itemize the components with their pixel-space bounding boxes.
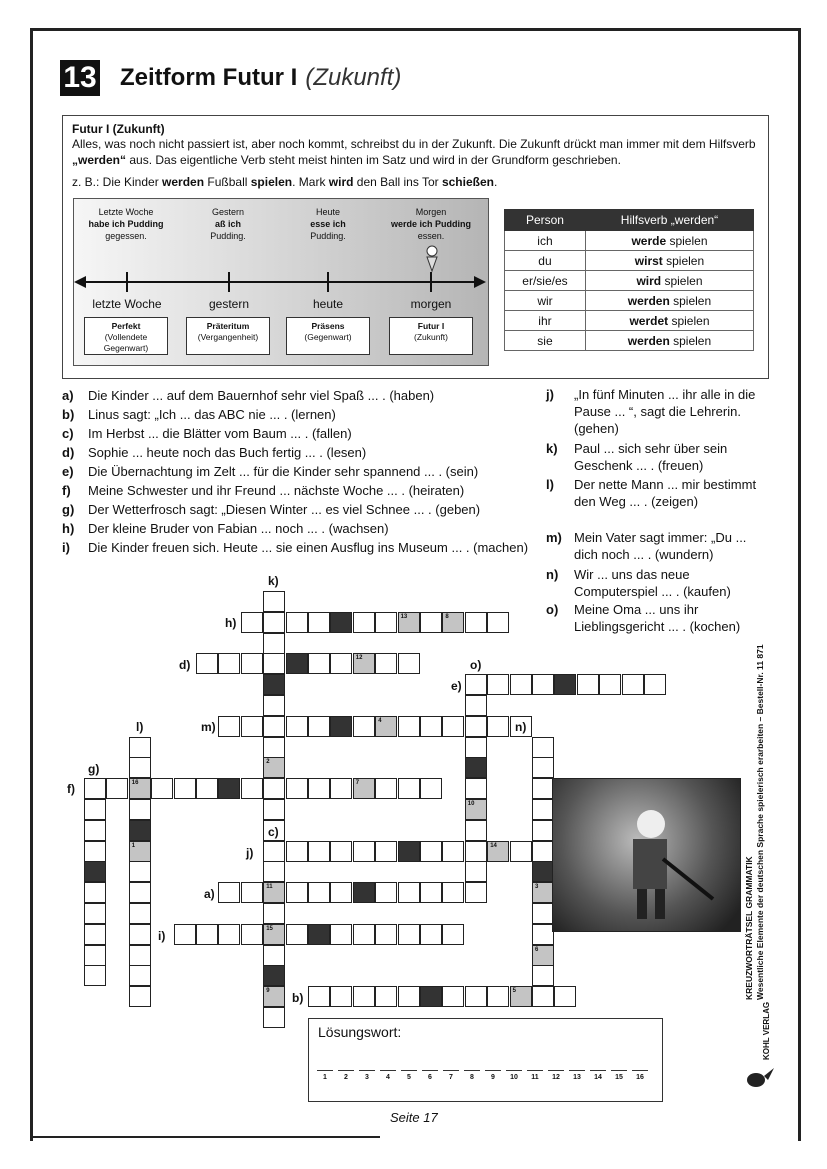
clue-label: k) [268, 574, 279, 588]
timeline-note-4: Morgen werde ich Pudding essen. [390, 207, 471, 241]
question-o: o) Meine Oma ... uns ihr Lieblingsgericht ... . (kochen) [546, 602, 741, 634]
crossword-cell[interactable] [286, 612, 308, 633]
crossword-cell[interactable] [308, 778, 330, 799]
page-number: Seite 17 [390, 1110, 438, 1125]
verb-table [504, 209, 754, 351]
crossword-cell[interactable] [487, 716, 509, 737]
crossword-cell[interactable] [487, 674, 509, 695]
crossword-cell[interactable] [599, 674, 621, 695]
crossword-cell[interactable] [196, 924, 218, 945]
crossword-cell[interactable] [263, 612, 285, 633]
crossword-cell[interactable] [84, 945, 106, 966]
crossword-cell-blocked [286, 653, 308, 674]
timeline-label: heute [312, 297, 344, 311]
crossword-cell[interactable] [84, 903, 106, 924]
crossword-cell[interactable] [263, 1007, 285, 1028]
crossword-cell[interactable] [532, 986, 554, 1007]
crossword-cell[interactable]: 12 [353, 653, 375, 674]
crossword-cell[interactable] [286, 716, 308, 737]
crossword-cell[interactable] [218, 882, 240, 903]
solution-slot[interactable]: 14 [590, 1070, 606, 1081]
crossword-cell[interactable] [308, 986, 330, 1007]
crossword-cell[interactable] [465, 882, 487, 903]
crossword-cell[interactable] [442, 841, 464, 862]
crossword-cell[interactable] [465, 737, 487, 758]
crossword-cell[interactable] [353, 612, 375, 633]
solution-slot[interactable]: 10 [506, 1070, 522, 1081]
tense-box-futur: Futur I (Zukunft) [389, 317, 473, 355]
crossword-cell[interactable]: 5 [510, 986, 532, 1007]
crossword-cell[interactable] [330, 924, 352, 945]
crossword-cell[interactable] [465, 820, 487, 841]
table-row: er/sie/es wird spielen [505, 271, 754, 291]
frame-bottom-line [30, 1136, 380, 1138]
crossword-cell[interactable] [241, 653, 263, 674]
crossword-cell[interactable] [375, 653, 397, 674]
clue-label: b) [292, 991, 304, 1005]
crossword-cell[interactable] [241, 716, 263, 737]
crossword-cell[interactable] [330, 986, 352, 1007]
crossword-cell[interactable] [375, 612, 397, 633]
crossword-cell[interactable]: 3 [532, 882, 554, 903]
crossword-cell[interactable] [532, 674, 554, 695]
crossword-cell[interactable] [532, 841, 554, 862]
solution-label: Lösungswort: [318, 1024, 402, 1040]
crossword-cell[interactable]: 2 [263, 757, 285, 778]
crossword-cell[interactable]: 16 [129, 778, 151, 799]
crossword-cell[interactable] [263, 653, 285, 674]
crossword-cell[interactable] [532, 799, 554, 820]
clue-label: e) [451, 679, 462, 693]
crossword-cell[interactable] [375, 986, 397, 1007]
table-row: ihr werdet spielen [505, 311, 754, 331]
crossword-cell[interactable] [263, 903, 285, 924]
crossword-cell[interactable] [420, 778, 442, 799]
crossword-cell[interactable] [465, 841, 487, 862]
solution-slot[interactable]: 5 [401, 1070, 417, 1081]
photo-child-illustration [552, 778, 741, 932]
crossword-cell[interactable] [532, 903, 554, 924]
crossword-cell[interactable]: 10 [465, 799, 487, 820]
crossword-cell[interactable] [532, 757, 554, 778]
crossword-cell[interactable] [263, 799, 285, 820]
crossword-cell[interactable] [196, 778, 218, 799]
crossword-cell[interactable] [129, 799, 151, 820]
crossword-cell-blocked [554, 674, 576, 695]
crossword-cell[interactable] [129, 924, 151, 945]
crossword-cell[interactable] [308, 716, 330, 737]
crossword-cell-blocked [398, 841, 420, 862]
crossword-cell[interactable] [84, 799, 106, 820]
crossword-cell-blocked [532, 861, 554, 882]
crossword-cell[interactable] [84, 882, 106, 903]
crossword-cell[interactable] [263, 737, 285, 758]
crossword-cell[interactable] [129, 757, 151, 778]
crossword-cell[interactable] [84, 965, 106, 986]
timeline-label: letzte Woche [92, 297, 162, 311]
crossword-cell[interactable] [532, 820, 554, 841]
crossword-cell[interactable] [286, 841, 308, 862]
crossword-cell[interactable] [174, 924, 196, 945]
lesson-number: 13 [60, 60, 100, 96]
clue-label: j) [246, 846, 254, 860]
timeline-label: morgen [410, 297, 452, 311]
crossword-cell[interactable]: 4 [375, 716, 397, 737]
crossword-cell[interactable] [263, 841, 285, 862]
solution-slot[interactable]: 8 [464, 1070, 480, 1081]
crossword-cell[interactable] [420, 882, 442, 903]
timeline-tick [430, 272, 432, 292]
crossword-cell[interactable] [465, 986, 487, 1007]
list-item: g) Der Wetterfrosch sagt: „Diesen Winter ... es viel Schnee ... . (geben) [62, 502, 481, 517]
crossword-cell[interactable] [465, 612, 487, 633]
side-caption: KREUZWORTRÄTSEL GRAMMATIK Wesentliche Elemente der deutschen Sprache spielerisch erarbeiten – Bestell-Nr. 11 871 [744, 644, 765, 1000]
crossword-cell-blocked [218, 778, 240, 799]
crossword-cell[interactable] [263, 861, 285, 882]
list-item: f) Meine Schwester und ihr Freund ... nächste Woche ... . (heiraten) [62, 483, 465, 498]
crossword-cell-blocked [263, 965, 285, 986]
crossword-cell[interactable] [398, 882, 420, 903]
clue-label: d) [179, 658, 191, 672]
crossword-cell[interactable] [308, 882, 330, 903]
crossword-cell[interactable] [286, 778, 308, 799]
timeline-note-3: Heute esse ich Pudding. [310, 207, 346, 241]
crossword-cell-blocked [465, 757, 487, 778]
crossword-cell[interactable] [241, 778, 263, 799]
crossword-cell[interactable] [84, 820, 106, 841]
timeline-tick [228, 272, 230, 292]
solution-slot[interactable]: 15 [611, 1070, 627, 1081]
question-l: l) Der nette Mann ... mir bestimmt den Weg ... . (zeigen) [546, 477, 757, 509]
crossword-cell[interactable] [353, 924, 375, 945]
crossword-cell-blocked [84, 861, 106, 882]
crossword-cell[interactable] [398, 653, 420, 674]
crossword-cell[interactable] [84, 778, 106, 799]
info-text: Alles, was noch nicht passiert ist, aber noch kommt, schreibst du in der Zukunft. Die Zukunft drückt man immer mit dem Hilfsverb „werden“ aus. Das eigentliche Verb steht meist hinten im Satz und wird in der Grundform geschrieben. [72, 137, 756, 167]
clue-label: o) [470, 658, 482, 672]
clue-label: a) [204, 887, 215, 901]
crossword-cell-blocked [420, 986, 442, 1007]
crossword-cell[interactable] [129, 945, 151, 966]
question-m: m) Mein Vater sagt immer: „Du ... dich noch ... . (wundern) [546, 530, 747, 562]
crossword-cell[interactable] [241, 612, 263, 633]
crossword-cell[interactable] [308, 612, 330, 633]
crossword-cell[interactable] [353, 716, 375, 737]
crossword-cell[interactable] [308, 653, 330, 674]
list-item: h) Der kleine Bruder von Fabian ... noch ... . (wachsen) [62, 521, 389, 536]
crossword-cell[interactable] [263, 945, 285, 966]
timeline-note-1: Letzte Woche habe ich Pudding gegessen. [88, 207, 164, 241]
question-j: j) „In fünf Minuten ... ihr alle in die Pause ... “, sagt die Lehrerin. (gehen) [546, 387, 756, 436]
crossword-cell[interactable] [218, 924, 240, 945]
clue-label: m) [201, 720, 216, 734]
crossword-cell[interactable] [375, 924, 397, 945]
crossword-cell[interactable] [353, 841, 375, 862]
crossword-cell[interactable] [465, 674, 487, 695]
crossword-cell[interactable] [286, 924, 308, 945]
crossword-cell[interactable] [241, 924, 263, 945]
crossword-cell[interactable] [263, 633, 285, 654]
crossword-cell[interactable] [151, 778, 173, 799]
crossword-cell[interactable] [420, 841, 442, 862]
crossword-cell-blocked [330, 716, 352, 737]
crossword-cell[interactable] [398, 778, 420, 799]
question-k: k) Paul ... sich sehr über sein Geschenk ... . (freuen) [546, 441, 728, 473]
crossword-cell[interactable] [241, 882, 263, 903]
solution-slot[interactable]: 6 [422, 1070, 438, 1081]
crossword-cell[interactable] [532, 737, 554, 758]
question-n: n) Wir ... uns das neue Computerspiel ... . (kaufen) [546, 567, 731, 599]
crossword-cell[interactable] [465, 716, 487, 737]
info-heading: Futur I (Zukunft) [72, 122, 165, 136]
table-row: sie werden spielen [505, 331, 754, 351]
tense-box-praesens: Präsens (Gegenwart) [286, 317, 370, 355]
tense-box-perfekt: Perfekt (Vollendete Gegenwart) [84, 317, 168, 355]
rabbit-logo-icon [744, 1066, 778, 1090]
crossword-cell[interactable] [129, 965, 151, 986]
crossword-cell[interactable] [532, 965, 554, 986]
crossword-cell[interactable] [174, 778, 196, 799]
solution-slot[interactable]: 3 [359, 1070, 375, 1081]
crossword-cell[interactable] [487, 612, 509, 633]
crossword-cell[interactable] [129, 986, 151, 1007]
crossword-cell[interactable] [353, 986, 375, 1007]
crossword-cell[interactable] [375, 841, 397, 862]
child-figure-icon [553, 779, 740, 931]
clue-label: f) [67, 782, 75, 796]
crossword-cell[interactable] [196, 653, 218, 674]
clue-label: l) [136, 720, 144, 734]
solution-slot[interactable]: 1 [317, 1070, 333, 1081]
crossword-cell-blocked [263, 674, 285, 695]
solution-slot[interactable]: 2 [338, 1070, 354, 1081]
list-item: c) Im Herbst ... die Blätter vom Baum ... . (fallen) [62, 426, 352, 441]
solution-slot[interactable]: 9 [485, 1070, 501, 1081]
tense-box-praeteritum: Präteritum (Vergangenheit) [186, 317, 270, 355]
crossword-cell[interactable] [129, 903, 151, 924]
crossword-cell[interactable] [510, 841, 532, 862]
solution-slot[interactable]: 13 [569, 1070, 585, 1081]
solution-slot[interactable]: 7 [443, 1070, 459, 1081]
crossword-cell[interactable] [218, 716, 240, 737]
clue-label: g) [88, 762, 100, 776]
crossword-cell[interactable]: 13 [398, 612, 420, 633]
crossword-cell[interactable] [577, 674, 599, 695]
clue-label: n) [515, 720, 527, 734]
page-title: Zeitform Futur I (Zukunft) [120, 64, 402, 91]
crossword-cell[interactable] [263, 716, 285, 737]
crossword-cell[interactable] [532, 778, 554, 799]
clue-label: c) [268, 825, 279, 839]
crossword-cell[interactable] [308, 841, 330, 862]
clue-label: i) [158, 929, 166, 943]
crossword-cell[interactable] [644, 674, 666, 695]
crossword-cell[interactable] [398, 716, 420, 737]
crossword-cell[interactable] [465, 861, 487, 882]
publisher-logo: KOHL VERLAG [762, 1001, 771, 1060]
pudding-figure-icon [420, 245, 444, 275]
crossword-cell[interactable] [442, 716, 464, 737]
timeline-tick [126, 272, 128, 292]
list-item: e) Die Übernachtung im Zelt ... für die Kinder sehr spannend ... . (sein) [62, 464, 479, 479]
crossword-cell[interactable] [106, 778, 128, 799]
crossword-cell[interactable] [263, 695, 285, 716]
crossword-cell[interactable] [442, 986, 464, 1007]
clue-label: h) [225, 616, 237, 630]
crossword-cell[interactable] [330, 882, 352, 903]
crossword-cell-blocked [129, 820, 151, 841]
solution-slot[interactable]: 16 [632, 1070, 648, 1081]
crossword-cell[interactable] [263, 591, 285, 612]
list-item: a) Die Kinder ... auf dem Bauernhof sehr viel Spaß ... . (haben) [62, 388, 435, 403]
arrow-right-icon [472, 275, 486, 289]
crossword-cell[interactable] [554, 986, 576, 1007]
arrow-left-icon [74, 275, 88, 289]
crossword-cell[interactable] [465, 695, 487, 716]
crossword-cell[interactable] [398, 986, 420, 1007]
crossword-cell[interactable] [622, 674, 644, 695]
crossword-cell[interactable] [330, 653, 352, 674]
crossword-cell[interactable] [330, 778, 352, 799]
timeline-note-2: Gestern aß ich Pudding. [210, 207, 246, 241]
crossword-cell[interactable] [487, 986, 509, 1007]
crossword-cell[interactable] [263, 778, 285, 799]
solution-slot[interactable]: 4 [380, 1070, 396, 1081]
crossword-cell[interactable] [218, 653, 240, 674]
crossword-cell[interactable] [84, 924, 106, 945]
crossword-cell[interactable] [129, 737, 151, 758]
crossword-cell[interactable] [398, 924, 420, 945]
crossword-cell[interactable] [129, 882, 151, 903]
timeline-label: gestern [208, 297, 250, 311]
crossword-cell[interactable] [465, 778, 487, 799]
crossword-cell[interactable] [84, 841, 106, 862]
list-item: b) Linus sagt: „Ich ... das ABC nie ... . (lernen) [62, 407, 336, 422]
crossword-cell[interactable]: 15 [263, 924, 285, 945]
crossword-cell[interactable] [420, 924, 442, 945]
crossword-cell[interactable] [129, 861, 151, 882]
page-subtitle: (Zukunft) [305, 64, 402, 91]
crossword-cell[interactable]: 8 [442, 612, 464, 633]
crossword-cell[interactable]: 6 [532, 945, 554, 966]
crossword-cell[interactable]: 7 [353, 778, 375, 799]
crossword-cell[interactable]: 1 [129, 841, 151, 862]
table-row: ich werde spielen [505, 231, 754, 251]
questions-left [62, 386, 542, 557]
crossword-cell-blocked [308, 924, 330, 945]
crossword-cell-blocked [353, 882, 375, 903]
solution-slot[interactable]: 11 [527, 1070, 543, 1081]
crossword-cell[interactable]: 11 [263, 882, 285, 903]
table-header: Person [505, 210, 586, 231]
crossword-cell[interactable]: 9 [263, 986, 285, 1007]
table-header: Hilfsverb „werden“ [585, 210, 753, 231]
solution-slot[interactable]: 12 [548, 1070, 564, 1081]
list-item: d) Sophie ... heute noch das Buch fertig ... . (lesen) [62, 445, 367, 460]
crossword-cell[interactable] [420, 716, 442, 737]
crossword-cell[interactable] [442, 924, 464, 945]
example-sentence: z. B.: Die Kinder werden Fußball spielen. Mark wird den Ball ins Tor schießen. [72, 175, 498, 189]
crossword-cell[interactable]: 14 [487, 841, 509, 862]
table-row: wir werden spielen [505, 291, 754, 311]
table-row: du wirst spielen [505, 251, 754, 271]
timeline-tick [327, 272, 329, 292]
crossword-cell[interactable] [420, 612, 442, 633]
crossword-cell[interactable] [442, 882, 464, 903]
crossword-cell[interactable] [286, 882, 308, 903]
crossword-cell[interactable] [532, 924, 554, 945]
crossword-cell[interactable] [375, 778, 397, 799]
crossword-cell[interactable] [510, 674, 532, 695]
list-item: i) Die Kinder freuen sich. Heute ... sie einen Ausflug ins Museum ... . (machen) [62, 540, 529, 555]
crossword-cell[interactable] [375, 882, 397, 903]
crossword-cell[interactable] [330, 841, 352, 862]
crossword-cell-blocked [330, 612, 352, 633]
timeline-axis [80, 281, 480, 283]
